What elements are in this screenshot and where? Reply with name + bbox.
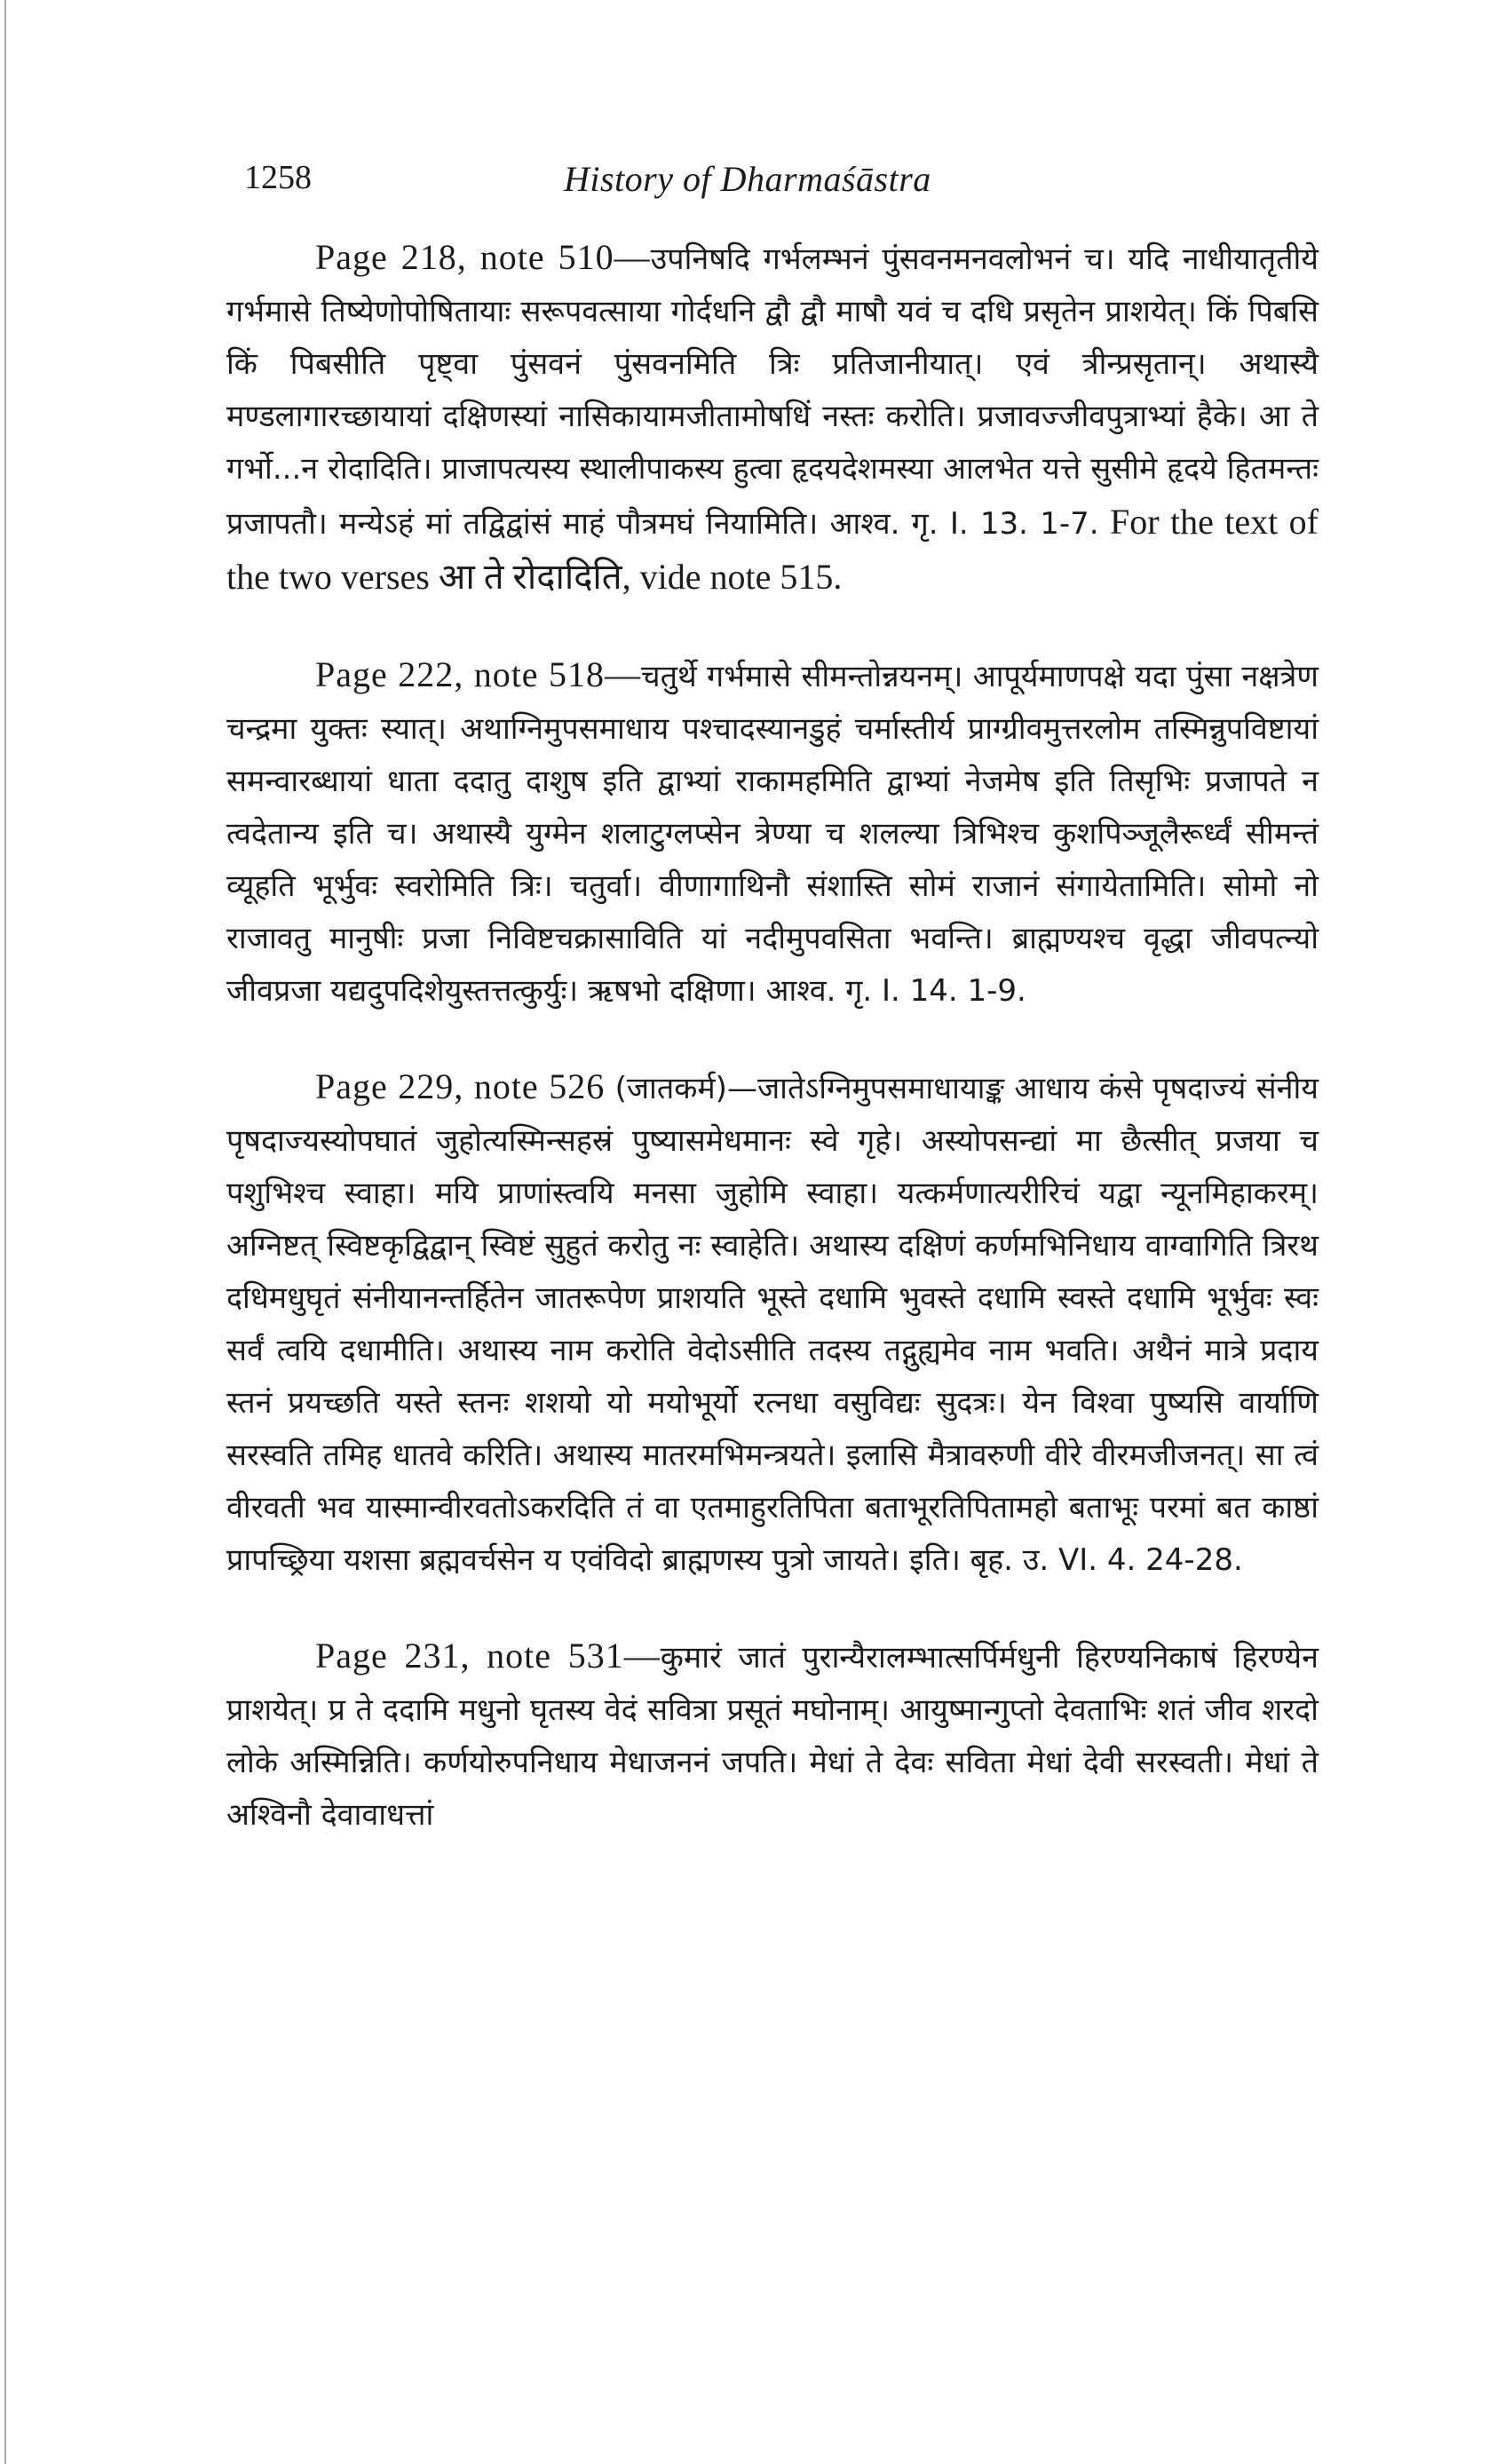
note-510 xyxy=(226,231,1319,606)
note-sanskrit-text: उपनिषदि गर्भलम्भनं पुंसवनमनवलोभनं च। यदि नाधीयातृतीये गर्भमासे तिष्येणोपोषितायाः सरूपवत्साया गोर्दधनि द्वौ द्वौ माषौ यवं च दधि प्रसृतेन प्राशयेत्। किं पिबसि किं पिबसीति पृष्ट्वा पुंसवनं पुंसवनमिति त्रिः प्रतिजानीयात्। एवं त्रीन्प्रसृतान्। अथास्यै मण्डलागारच्छायायां दक्षिणस्यां नासिकायामजीतामोषधिं नस्तः करोति। प्रजावज्जीवपुत्राभ्यां हैके। आ ते गर्भो...न रोदादिति। प्राजापत्यस्य स्थालीपाकस्य हुत्वा हृदयदेशमस्या आलभेत यत्ते सुसीमे हृदये हितमन्तः प्रजापतौ। मन्येऽहं मां तद्विद्वांसं माहं पौत्रमघं नियामिति। आश्व. गृ. I. 13. 1-7. xyxy=(226,242,1319,542)
note-ref: Page 222, note 518— xyxy=(315,654,642,694)
note-518 xyxy=(226,648,1319,1018)
note-english-text: For the text of the two verses आ ते रोदादिति, vide note 515. xyxy=(226,502,1319,597)
running-title: History of Dharmaśāstra xyxy=(564,159,931,199)
note-sanskrit-text: चतुर्थे गर्भमासे सीमन्तोन्नयनम्। आपूर्यमाणपक्षे यदा पुंसा नक्षत्रेण चन्द्रमा युक्तः स्यात्। अथाग्निमुपसमाधाय पश्चादस्यानडुहं चर्मास्तीर्य प्राग्ग्रीवमुत्तरलोम तस्मिन्नुपविष्टायां समन्वारब्धायां धाता ददातु दाशुष इति द्वाभ्यां राकामहमिति द्वाभ्यां नेजमेष इति तिसृभिः प्रजापते न त्वदेतान्य इति च। अथास्यै युग्मेन शलाटुग्लप्सेन त्रेण्या च शलल्या त्रिभिश्च कुशपिञ्जूलैरूर्ध्वं सीमन्तं व्यूहति भूर्भुवः स्वरोमिति त्रिः। चतुर्वा। वीणागाथिनौ संशास्ति सोमं राजानं संगायेतामिति। सोमो नो राजावतु मानुषीः प्रजा निविष्टचक्रासाविति यां नदीमुपवसिता भवन्ति। ब्राह्मण्यश्च वृद्धा जीवपत्न्यो जीवप्रजा यद्यदुपदिशेयुस्तत्तत्कुर्युः। ऋषभो दक्षिणा। आश्व. गृ. I. 14. 1-9. xyxy=(226,659,1319,1009)
note-sanskrit-text: (जातकर्म)—जातेऽग्निमुपसमाधायाङ्क आधाय कंसे पृषदाज्यं संनीय पृषदाज्यस्योपघातं जुहोत्यस्मिन्सहस्रं पुष्यासमेधमानः स्वे गृहे। अस्योपसन्द्यां मा छैत्सीत् प्रजया च पशुभिश्च स्वाहा। मयि प्राणांस्त्वयि मनसा जुहोमि स्वाहा। यत्कर्मणात्यरीरिचं यद्वा न्यूनमिहाकरम्। अग्निष्टत् स्विष्टकृद्विद्वान् स्विष्टं सुहुतं करोतु नः स्वाहेति। अथास्य दक्षिणं कर्णमभिनिधाय वाग्वागिति त्रिरथ दधिमधुघृतं संनीयानन्तर्हितेन जातरूपेण प्राशयति भूस्ते दधामि भुवस्ते दधामि स्वस्ते दधामि भूर्भुवः स्वः सर्वं त्वयि दधामीति। अथास्य नाम करोति वेदोऽसीति तदस्य तद्गुह्यमेव नाम भवति। अथैनं मात्रे प्रदाय स्तनं प्रयच्छति यस्ते स्तनः शशयो यो मयोभूर्यो रत्नधा वसुविद्यः सुदत्रः। येन विश्वा पुष्यसि वार्याणि सरस्वति तमिह धातवे करिति। अथास्य मातरमभिमन्त्रयते। इलासि मैत्रावरुणी वीरे वीरमजीजनत्। सा त्वं वीरवती भव यास्मान्वीरवतोऽकरदिति तं वा एतमाहुरतिपिता बताभूरतिपितामहो बताभूः परमां बत काष्ठां प्रापच्छ्रिया यशसा ब्रह्मवर्चसेन य एवंविदो ब्राह्मणस्य पुत्रो जायते। इति। बृह. उ. VI. 4. 24-28. xyxy=(226,1071,1319,1578)
page-number: 1258 xyxy=(244,159,312,196)
note-531 xyxy=(226,1629,1319,1842)
notes-body xyxy=(226,231,1319,1884)
note-ref: Page 231, note 531— xyxy=(315,1636,661,1676)
note-ref: Page 218, note 510— xyxy=(315,237,651,277)
page-edge-line xyxy=(4,0,6,2464)
note-sanskrit-text: कुमारं जातं पुरान्यैरालम्भात्सर्पिर्मधुनी हिरण्यनिकाषं हिरण्येन प्राशयेत्। प्र ते ददामि मधुनो घृतस्य वेदं सवित्रा प्रसूतं मघोनाम्। आयुष्मान्गुप्तो देवताभिः शतं जीव शरदो लोके अस्मिन्निति। कर्णयोरुपनिधाय मेधाजननं जपति। मेधां ते देवः सविता मेधां देवी सरस्वती। मेधां ते अश्विनौ देवावाधत्तां xyxy=(226,1640,1319,1833)
note-526 xyxy=(226,1060,1319,1587)
note-ref: Page 229, note 526 xyxy=(315,1066,606,1106)
page-header xyxy=(244,158,1310,211)
